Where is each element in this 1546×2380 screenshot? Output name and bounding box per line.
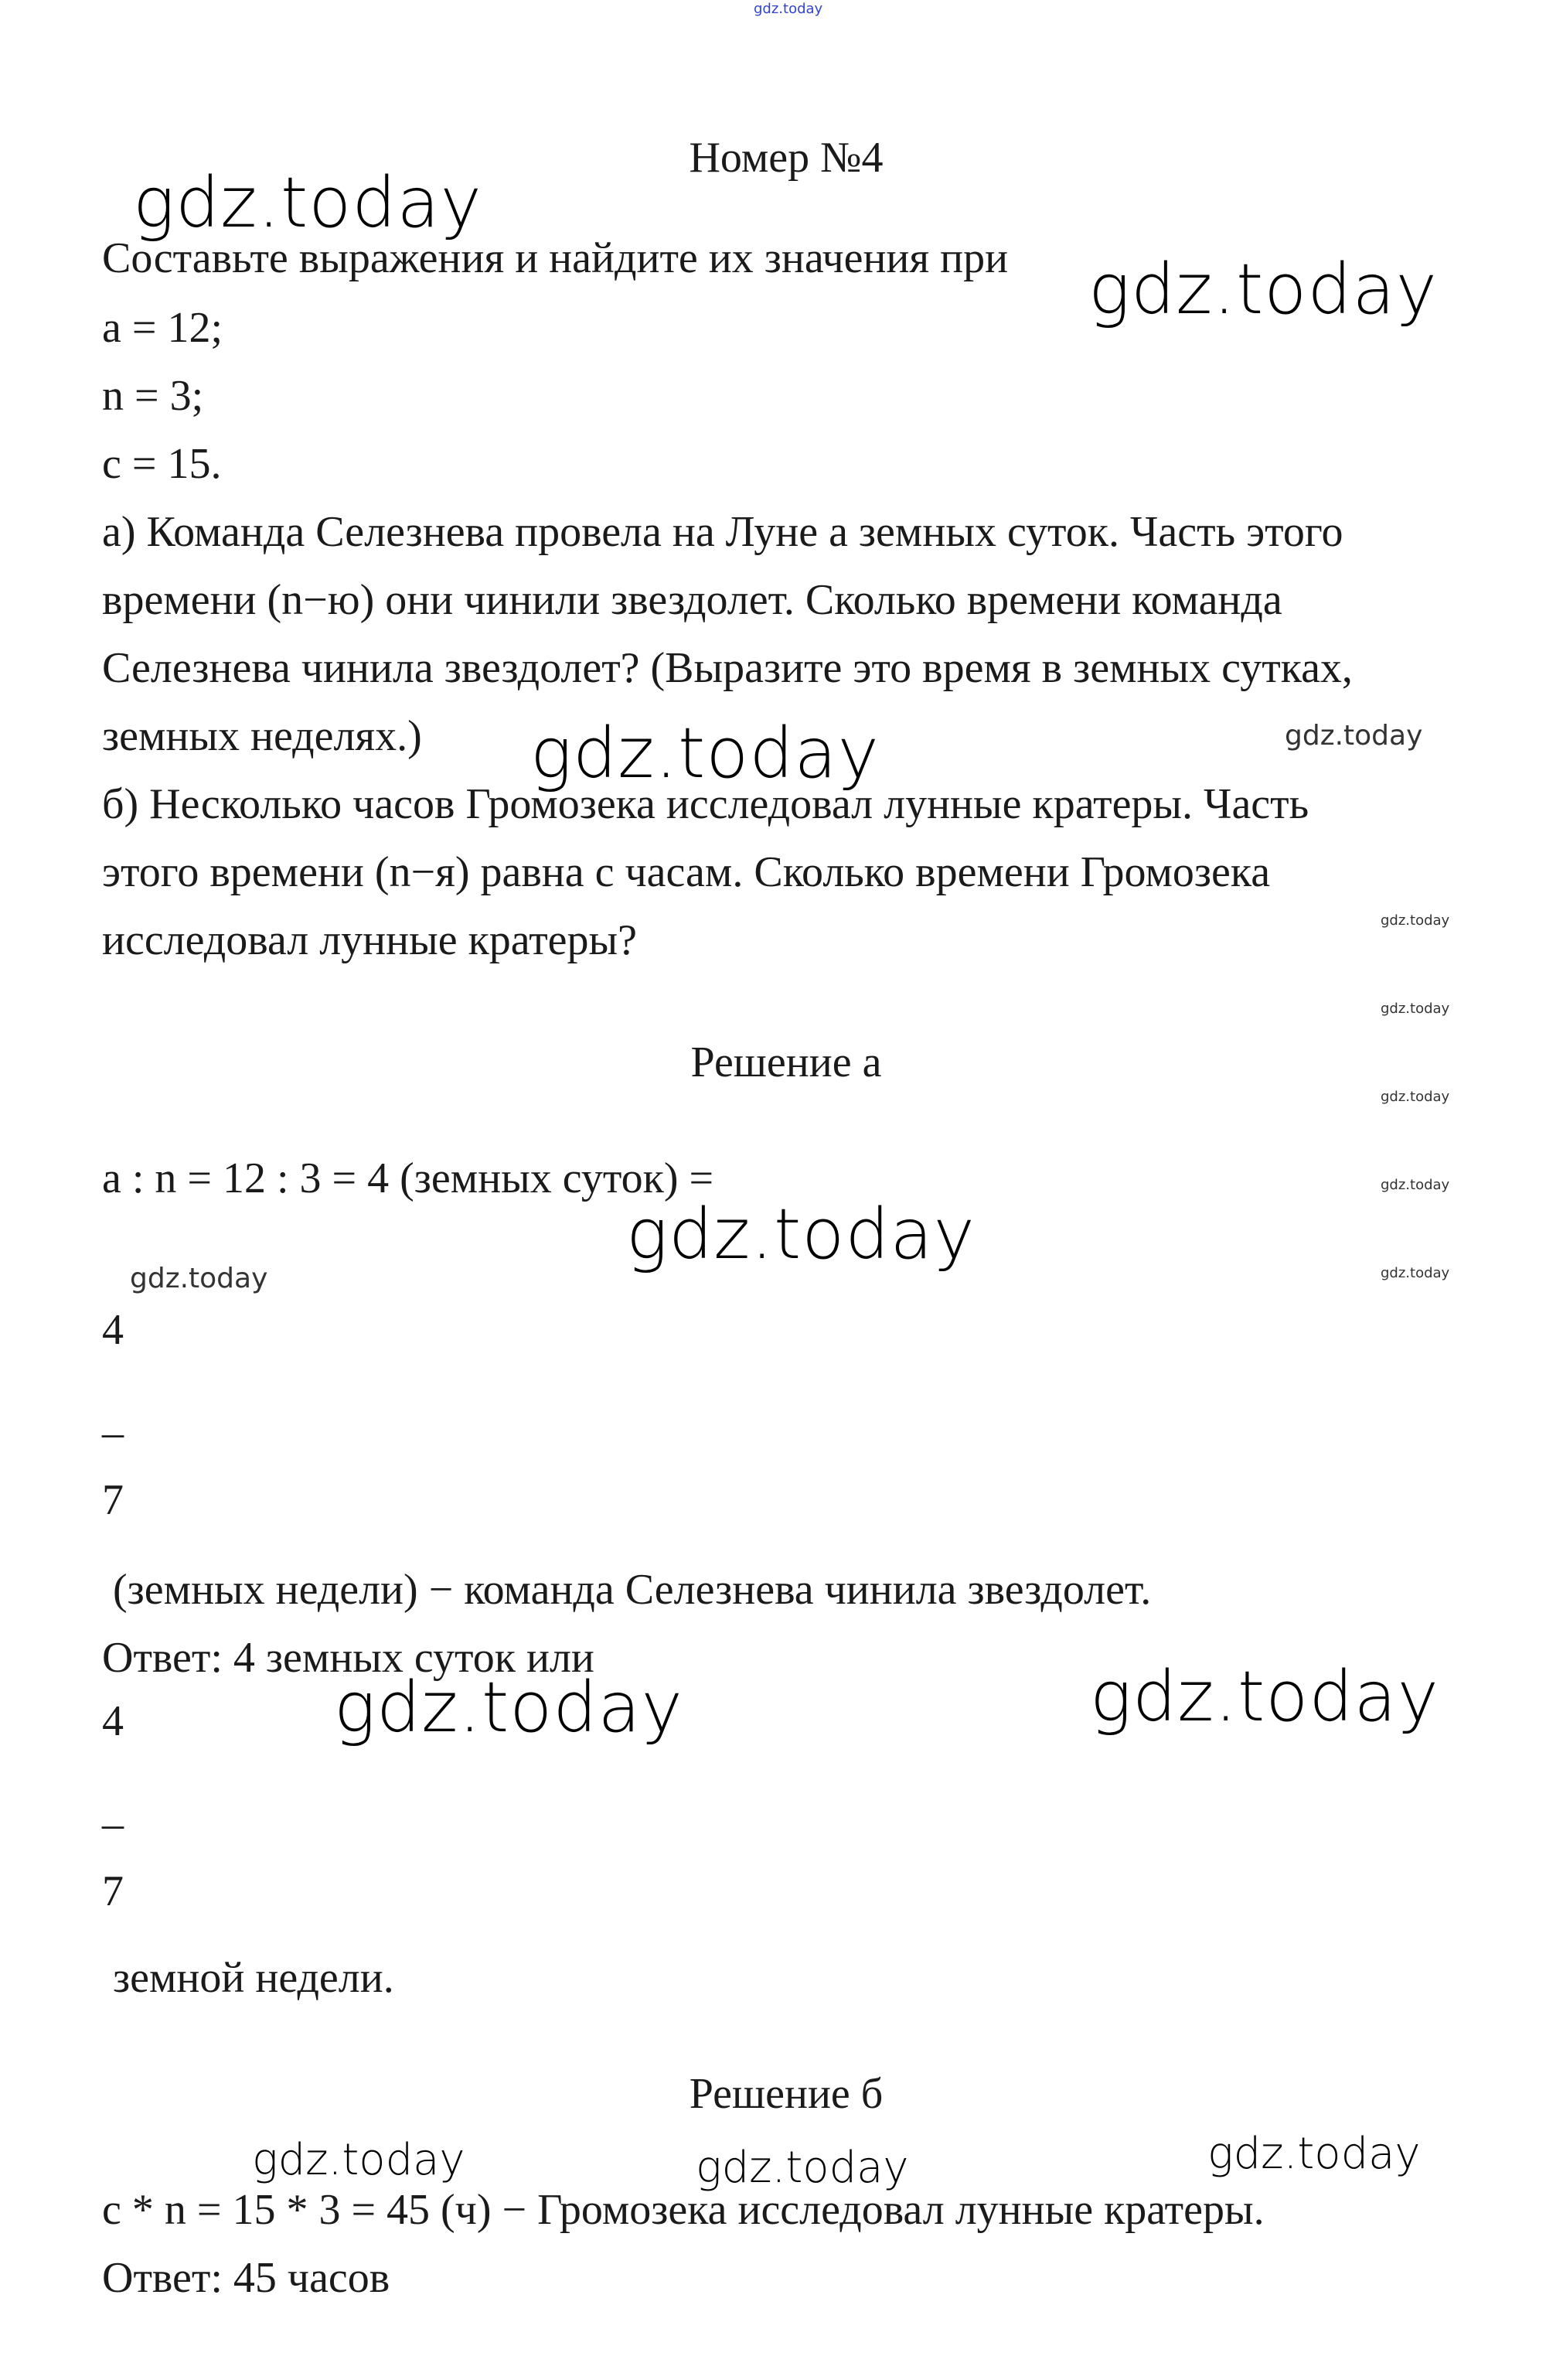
answer-fraction-bar: _ bbox=[102, 1785, 124, 1833]
solution-b-heading: Решение б bbox=[689, 2070, 884, 2118]
watermark: gdz.today bbox=[1381, 1001, 1450, 1017]
solution-a-line2: (земных недели) − команда Селезнева чинила звездолет. bbox=[102, 1566, 1152, 1614]
part-a-line: а) Команда Селезнева провела на Луне a земных суток. Часть этого bbox=[102, 508, 1343, 556]
watermark: gdz.today bbox=[1381, 1265, 1450, 1281]
fraction-bar: _ bbox=[102, 1394, 124, 1442]
watermark: gdz.today bbox=[133, 162, 482, 244]
watermark-top: gdz.today bbox=[754, 1, 823, 17]
part-a-line: Селезнева чинила звездолет? (Выразите это время в земных сутках, bbox=[102, 644, 1353, 692]
fraction-numerator: 4 bbox=[102, 1306, 124, 1354]
var-n: n = 3; bbox=[102, 372, 204, 420]
watermark: gdz.today bbox=[252, 2135, 465, 2185]
part-a-line: времени (n−ю) они чинили звездолет. Сколько времени команда bbox=[102, 576, 1282, 624]
part-b-line: исследовал лунные кратеры? bbox=[102, 916, 638, 964]
watermark: gdz.today bbox=[1090, 1656, 1439, 1737]
watermark: gdz.today bbox=[530, 713, 880, 794]
solution-b-answer: Ответ: 45 часов bbox=[102, 2254, 390, 2302]
solution-a-answer-end: земной недели. bbox=[102, 1954, 394, 2002]
watermark: gdz.today bbox=[696, 2143, 909, 2193]
watermark: gdz.today bbox=[130, 1263, 268, 1294]
watermark: gdz.today bbox=[1381, 912, 1450, 929]
task-intro: Составьте выражения и найдите их значения при bbox=[102, 234, 1009, 282]
solution-a-answer: Ответ: 4 земных суток или bbox=[102, 1634, 594, 1682]
solution-a-line1: a : n = 12 : 3 = 4 (земных суток) = bbox=[102, 1154, 714, 1202]
page-title: Номер №4 bbox=[689, 134, 884, 182]
watermark: gdz.today bbox=[626, 1194, 976, 1275]
solution-a-heading: Решение а bbox=[690, 1038, 882, 1086]
watermark: gdz.today bbox=[1381, 1089, 1450, 1105]
solution-b-line1: c * n = 15 * 3 = 45 (ч) − Громозека исследовал лунные кратеры. bbox=[102, 2186, 1265, 2234]
var-a: a = 12; bbox=[102, 304, 223, 352]
answer-fraction-numerator: 4 bbox=[102, 1697, 124, 1745]
fraction-denominator: 7 bbox=[102, 1476, 124, 1524]
watermark: gdz.today bbox=[1285, 720, 1423, 752]
watermark: gdz.today bbox=[334, 1667, 683, 1748]
part-b-line: б) Несколько часов Громозека исследовал лунные кратеры. Часть bbox=[102, 780, 1309, 828]
watermark: gdz.today bbox=[1088, 249, 1438, 330]
answer-fraction-denominator: 7 bbox=[102, 1867, 124, 1915]
part-a-line: земных неделях.) bbox=[102, 712, 422, 760]
watermark: gdz.today bbox=[1381, 1177, 1450, 1193]
part-b-line: этого времени (n−я) равна c часам. Сколько времени Громозека bbox=[102, 848, 1271, 896]
var-c: c = 15. bbox=[102, 440, 222, 488]
watermark: gdz.today bbox=[1207, 2129, 1421, 2179]
